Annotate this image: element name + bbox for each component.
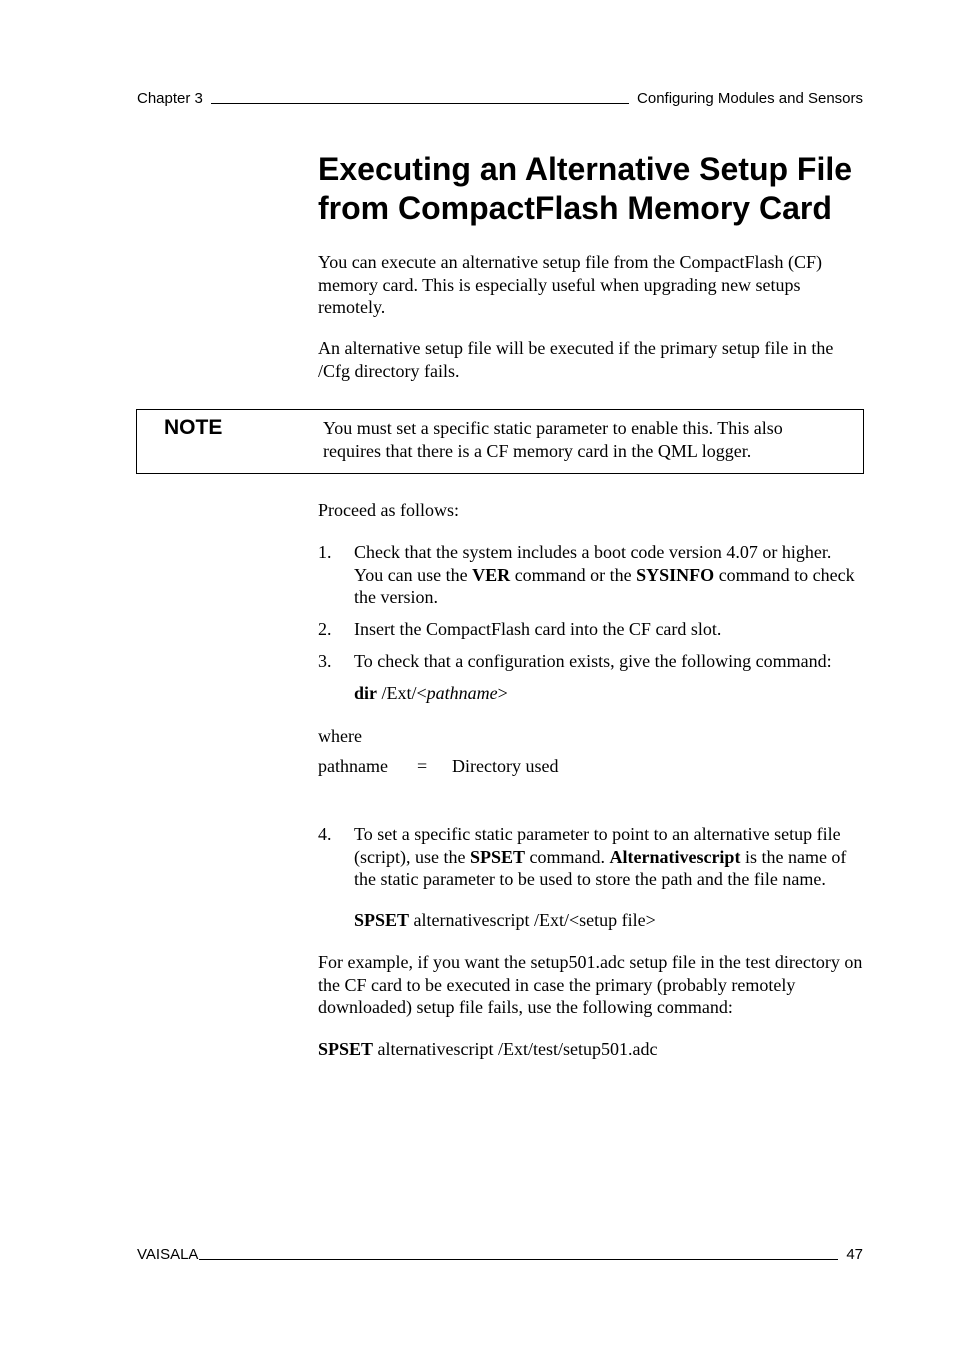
company-name: VAISALA	[137, 1246, 199, 1263]
command-keyword: SPSET	[354, 910, 410, 930]
chapter-title: Configuring Modules and Sensors	[637, 90, 863, 107]
step-text-part: command to check the version.	[354, 564, 855, 607]
command-spset-example	[318, 1038, 864, 1061]
command-spset: SPSET	[469, 846, 525, 867]
chapter-label: Chapter 3	[137, 90, 203, 107]
step-text	[354, 541, 864, 609]
parameter-alternativescript: Alternativescript	[609, 846, 741, 867]
step-number: 3.	[318, 651, 332, 671]
where-text: where	[318, 726, 362, 746]
step-text: Insert the CompactFlash card into the CF card slot.	[354, 619, 722, 639]
step-text	[354, 823, 864, 891]
note-box	[136, 409, 864, 474]
command-keyword: SPSET	[318, 1039, 374, 1059]
step-text: To check that a configuration exists, give the following command:	[354, 651, 832, 671]
step-text-part: is the name of the static parameter to be used to store the path and the file name.	[354, 846, 847, 889]
example-paragraph: For example, if you want the setup501.adc setup file in the test directory on the CF card to be executed in case the primary (probably remotely downloaded) setup file fails, use the following command:	[318, 952, 863, 1017]
page-footer	[137, 1243, 863, 1263]
definition-row	[318, 755, 718, 778]
proceed-text: Proceed as follows:	[318, 500, 459, 520]
intro-paragraph-2: An alternative setup file will be executed if the primary setup file in the /Cfg directory fails.	[318, 338, 834, 381]
command-arg: alternativescript /Ext/<setup file>	[409, 910, 656, 930]
step-number: 4.	[318, 824, 332, 844]
page-number: 47	[846, 1246, 863, 1263]
step-text-part: To set a specific static parameter to point to an alternative setup file (script), use the	[354, 824, 841, 867]
command-spset-generic	[354, 909, 656, 932]
definition-desc: Directory used	[452, 756, 559, 776]
command-keyword: dir	[354, 683, 378, 703]
command-sysinfo: SYSINFO	[636, 564, 715, 585]
footer-rule	[199, 1259, 838, 1260]
step-number: 2.	[318, 619, 332, 639]
header-rule	[211, 103, 629, 104]
step-text-part: command.	[525, 846, 610, 867]
note-label: NOTE	[164, 416, 223, 439]
note-text: You must set a specific static parameter to enable this. This also requires that there is a CF memory card in the QML logger.	[323, 418, 783, 461]
section-title	[318, 150, 878, 228]
command-arg: /Ext/<	[377, 683, 427, 703]
intro-paragraph-1: You can execute an alternative setup file from the CompactFlash (CF) memory card. This is especially useful when upgrading new setups remotely.	[318, 252, 823, 317]
command-dir	[354, 682, 508, 705]
step-number: 1.	[318, 542, 332, 562]
section-title-line1: Executing an Alternative Setup File	[318, 151, 853, 187]
step-text-part: command or the	[510, 564, 637, 585]
step-text-part: Check that the system includes a boot code version 4.07 or higher. You can use the	[354, 542, 832, 585]
definition-term: pathname	[318, 756, 388, 776]
definition-equals: =	[417, 756, 428, 776]
page-header	[137, 87, 863, 107]
command-arg: >	[497, 683, 508, 703]
section-title-line2: from CompactFlash Memory Card	[318, 190, 832, 226]
command-arg: alternativescript /Ext/test/setup501.adc	[373, 1039, 658, 1059]
command-placeholder: pathname	[426, 683, 498, 703]
command-ver: VER	[472, 564, 511, 585]
